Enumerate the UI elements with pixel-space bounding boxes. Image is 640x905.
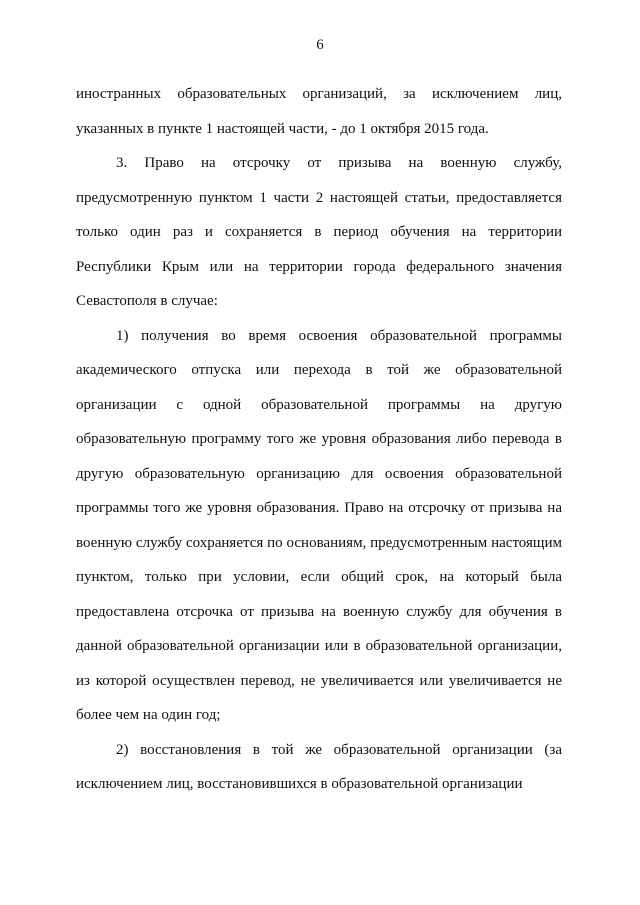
paragraph-subitem-2: 2) восстановления в той же образовательной организации (за исключением лиц, восстановившихся в образовательной организации	[76, 741, 562, 792]
document-body	[76, 77, 562, 802]
paragraph-item-3: 3. Право на отсрочку от призыва на военную службу, предусмотренную пунктом 1 части 2 настоящей статьи, предоставляется только один раз и сохраняется в период обучения на территории Республики Крым или на территории города федерального значения Севастополя в случае:	[76, 155, 562, 309]
page-number: 6	[316, 37, 324, 53]
paragraph-continuation: иностранных образовательных организаций, за исключением лиц, указанных в пункте 1 настоящей части, - до 1 октября 2015 года.	[76, 86, 562, 137]
paragraph-subitem-1: 1) получения во время освоения образовательной программы академического отпуска или перехода в той же образовательной организации с одной образовательной программы на другую образовательную программу того же уровня образования либо перевода в другую образовательную организацию для освоения образовательной программы того же уровня образования. Право на отсрочку от призыва на военную службу сохраняется по основаниям, предусмотренным настоящим пунктом, только при условии, если общий срок, на который была предоставлена отсрочка от призыва на военную службу для обучения в данной образовательной организации или в образовательной организации, из которой осуществлен перевод, не увеличивается или увеличивается не более чем на один год;	[76, 327, 562, 723]
